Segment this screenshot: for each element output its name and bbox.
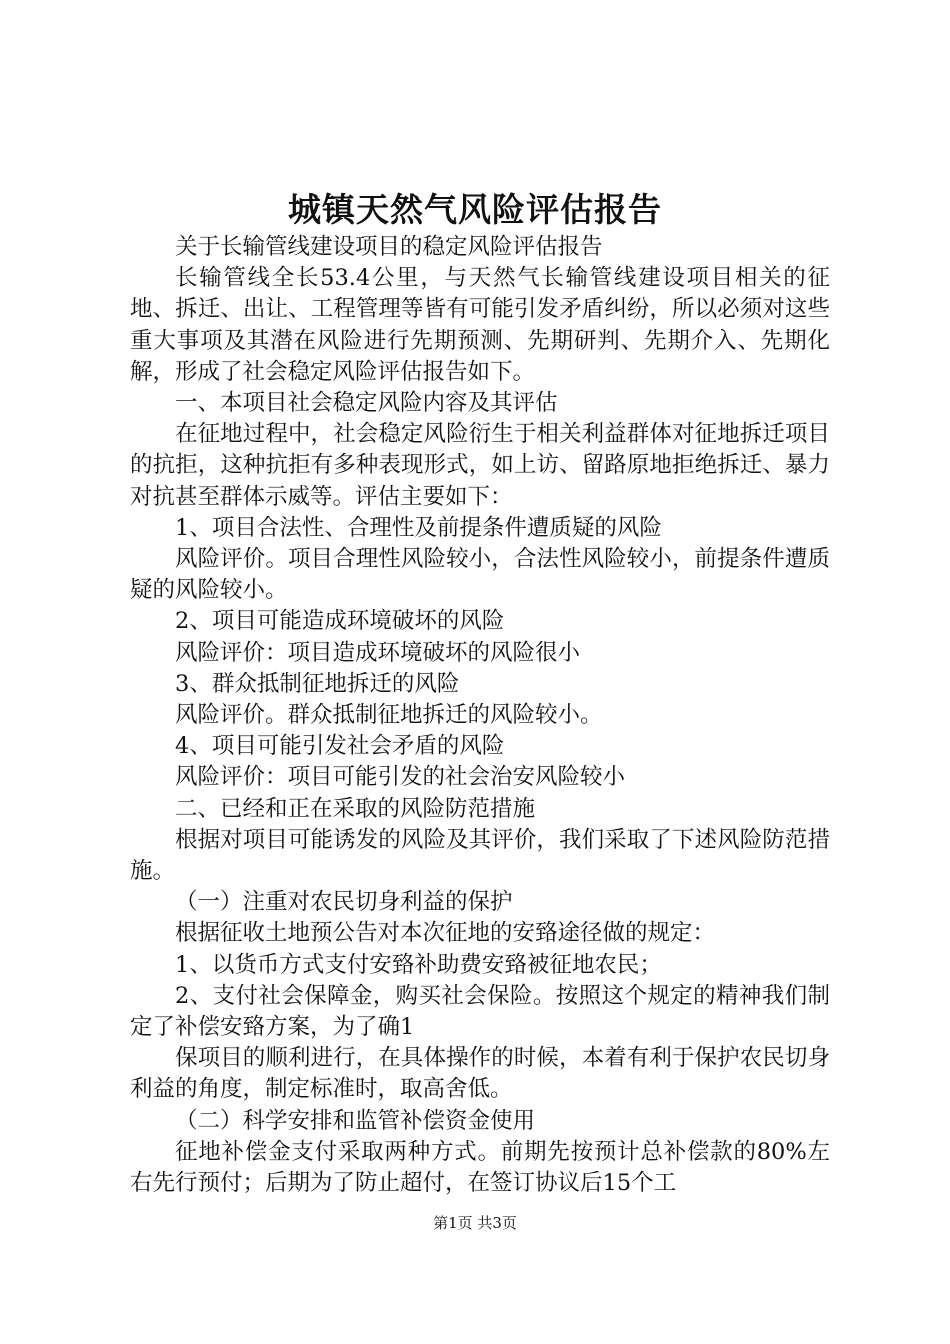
list-item: 1、项目合法性、合理性及前提条件遭质疑的风险 [175,514,662,541]
paragraph: 在征地过程中，社会稳定风险衍生于相关利益群体对征地拆迁项目的抗拒，这种抗拒有多种表现形式，如上访、留路原地拒绝拆迁、暴力对抗甚至群体示威等。评估主要如下： [130,421,830,510]
paragraph: 根据对项目可能诱发的风险及其评价，我们采取了下述风险防范措施。 [130,826,830,885]
paragraph: 风险评价。群众抵制征地拆迁的风险较小。 [175,702,603,729]
paragraph: 风险评价。项目合理性风险较小，合法性风险较小，前提条件遭质疑的风险较小。 [130,546,830,604]
paragraph: 征地补偿金支付采取两种方式。前期先按预计总补偿款的80%左右先行预付；后期为了防止超付，在签订协议后15个工 [130,1138,830,1197]
paragraph: 保项目的顺利进行，在具体操作的时候，本着有利于保护农民切身利益的角度，制定标准时，取高舍低。 [130,1045,830,1103]
list-item: 1、以货币方式支付安臵补助费安臵被征地农民； [175,951,662,978]
document-title: 城镇天然气风险评估报告 [288,190,662,229]
list-item: 2、支付社会保障金，购买社会保险。按照这个规定的精神我们制定了补偿安臵方案，为了确1 [130,982,830,1041]
page-footer: 第1页 共3页 [433,1214,517,1232]
section-heading: 二、已经和正在采取的风险防范措施 [175,795,536,822]
paragraph: 风险评价：项目造成环境破坏的风险很小 [175,639,581,666]
paragraph: 关于长输管线建设项目的稳定风险评估报告 [175,234,603,260]
document-body [130,232,830,1199]
list-item: 2、项目可能造成环境破坏的风险 [175,608,505,635]
subsection-heading: （二）科学安排和监管补偿资金使用 [175,1107,536,1134]
section-heading: 一、本项目社会稳定风险内容及其评估 [175,390,558,417]
list-item: 4、项目可能引发社会矛盾的风险 [175,733,505,760]
paragraph: 长输管线全长53.4公里，与天然气长输管线建设项目相关的征地、拆迁、出让、工程管理等皆有可能引发矛盾纠纷，所以必须对这些重大事项及其潜在风险进行先期预测、先期研判、先期介入、先期化解，形成了社会稳定风险评估报告如下。 [130,265,830,385]
paragraph: 根据征收土地预公告对本次征地的安臵途径做的规定： [175,920,716,947]
subsection-heading: （一）注重对农民切身利益的保护 [175,889,513,916]
paragraph: 风险评价：项目可能引发的社会治安风险较小 [175,764,626,791]
list-item: 3、群众抵制征地拆迁的风险 [175,670,460,697]
